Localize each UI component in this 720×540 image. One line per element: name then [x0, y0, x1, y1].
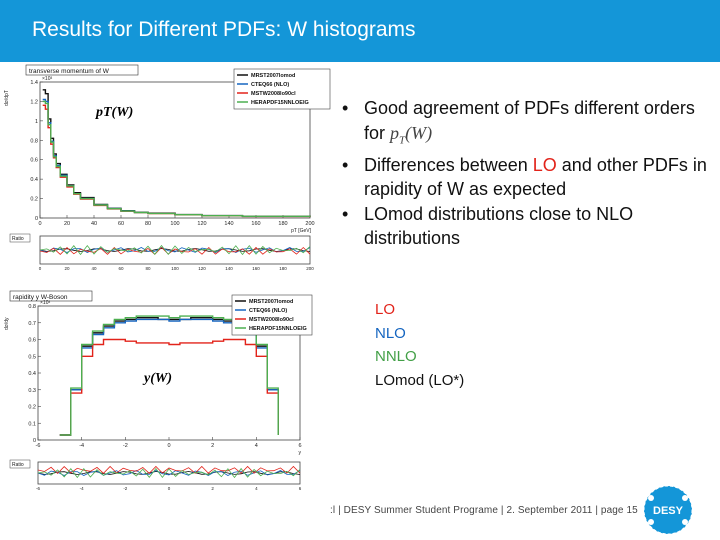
slide-title: Results for Different PDFs: W histograms [32, 18, 416, 41]
bullet-dot: • [342, 203, 349, 224]
bullet-text: Differences between [364, 154, 533, 175]
order-legend-item: LOmod (LO*) [375, 371, 465, 389]
y-tick-label: 1 [34, 118, 38, 125]
legend-label: MRST2007lomod [251, 73, 296, 79]
ratio-x-tick-label: 0 [38, 266, 42, 271]
x-tick-label: -2 [122, 443, 128, 449]
ratio-label: Ratio [12, 462, 24, 468]
x-tick-label: 80 [144, 221, 152, 227]
x-axis-label: pT [GeV] [291, 228, 311, 234]
x-tick-label: 4 [254, 443, 258, 449]
order-legend [375, 298, 464, 392]
ratio-x-tick-label: 20 [64, 266, 70, 271]
x-tick-label: 0 [167, 443, 171, 449]
legend-label: HERAPDF15NNLOEIG [251, 100, 309, 106]
legend-label: MSTW2008lo90cl [249, 317, 294, 323]
x-tick-label: -6 [35, 443, 41, 449]
x-tick-label: 60 [117, 221, 125, 227]
ratio-x-tick-label: -4 [79, 486, 84, 491]
desy-logo-icon [637, 484, 699, 536]
y-tick-label: 0.1 [28, 421, 36, 428]
y-tick-label: 0.8 [30, 138, 38, 145]
bullet-dot: • [342, 154, 349, 175]
x-tick-label: 200 [305, 221, 315, 227]
y-tick-label: 0.6 [28, 337, 36, 344]
bullet-text: T [399, 134, 406, 147]
footer: :l | DESY Summer Student Programe | 2. September 2011 | page 15 [330, 505, 638, 516]
logo-text: DESY [653, 505, 683, 517]
y-tick-label: 1.4 [30, 80, 38, 86]
bullet-text: p [390, 122, 400, 143]
y-tick-label: 0.3 [28, 387, 36, 394]
order-legend-item: LO [375, 301, 396, 318]
overlay-label: y(W) [144, 371, 172, 386]
ratio-x-tick-label: 200 [306, 266, 314, 271]
ratio-x-tick-label: -6 [35, 486, 41, 491]
y-tick-label: 0.8 [28, 304, 36, 310]
order-legend-item: NNLO [375, 348, 417, 365]
y-tick-label: 0.7 [28, 320, 36, 327]
legend-label: HERAPDF15NNLOEIG [249, 326, 307, 332]
y-tick-label: 0.2 [28, 404, 36, 411]
ratio-x-tick-label: -2 [123, 486, 128, 491]
bullet-text: LO [532, 154, 557, 175]
y-tick-label: 0 [32, 438, 36, 444]
y-tick-label: 0.6 [30, 157, 38, 164]
ratio-x-tick-label: 4 [255, 486, 258, 491]
bullet-text: LOmod distributions close to NLO distributions [364, 203, 634, 249]
bullet-item [342, 153, 712, 202]
ratio-x-tick-label: 2 [211, 486, 214, 491]
ratio-x-tick-label: 6 [298, 486, 302, 491]
y-tick-label: 0.5 [28, 354, 36, 361]
x-tick-label: 6 [298, 443, 302, 449]
y-tick-label: 0.2 [30, 196, 38, 203]
x-tick-label: 2 [211, 443, 215, 449]
x-tick-label: 120 [197, 221, 207, 227]
legend-label: MRST2007lomod [249, 299, 294, 305]
y-exponent: ×10³ [40, 300, 51, 306]
bullet-text: Good agreement of PDFs different orders for [364, 98, 695, 143]
y-axis-label: dσ/dy [4, 317, 10, 330]
ratio-x-tick-label: 120 [198, 266, 206, 271]
pt-w-histogram [4, 64, 334, 278]
legend-label: CTEQ66 (NLO) [249, 308, 288, 314]
ratio-x-tick-label: 60 [118, 266, 124, 271]
bullet-text: (W) [405, 122, 433, 143]
y-tick-label: 0.4 [28, 371, 36, 377]
legend-label: CTEQ66 (NLO) [251, 82, 290, 88]
ratio-x-tick-label: 0 [167, 486, 171, 491]
ratio-label: Ratio [12, 236, 24, 242]
title-bar [0, 0, 720, 62]
x-axis-label: y [298, 450, 301, 456]
ratio-x-tick-label: 100 [171, 266, 179, 271]
ratio-x-tick-label: 140 [225, 266, 233, 271]
y-tick-label: 1.2 [30, 99, 38, 106]
x-tick-label: 160 [251, 221, 261, 227]
y-tick-label: 0 [34, 216, 38, 222]
bullet-text: and other PDFs in rapidity of W as expected [364, 154, 707, 200]
ratio-x-tick-label: 180 [279, 266, 287, 271]
ratio-x-tick-label: 80 [145, 266, 151, 271]
legend-label: MSTW2008lo90cl [251, 91, 296, 97]
chart-title: transverse momentum of W [29, 68, 109, 75]
x-tick-label: 140 [224, 221, 234, 227]
ratio-x-tick-label: 40 [91, 266, 97, 271]
ratio-x-tick-label: 160 [252, 266, 260, 271]
order-legend-item: NLO [375, 324, 406, 342]
x-tick-label: 180 [278, 221, 288, 227]
bullet-item [342, 96, 712, 153]
x-tick-label: 20 [63, 221, 71, 227]
x-tick-label: 0 [38, 221, 42, 227]
y-axis-label: dσ/dpT [4, 90, 10, 106]
x-tick-label: 40 [90, 221, 98, 227]
overlay-label: pT(W) [96, 105, 134, 120]
bullet-item [342, 202, 712, 251]
chart-title: rapidity y W-Boson [13, 294, 68, 301]
x-tick-label: 100 [170, 221, 180, 227]
y-exponent: ×10³ [42, 76, 53, 82]
x-tick-label: -4 [79, 443, 85, 449]
y-tick-label: 0.4 [30, 177, 38, 184]
rapidity-w-histogram [4, 290, 314, 500]
bullet-list [342, 96, 712, 251]
bullet-dot: • [342, 98, 349, 118]
